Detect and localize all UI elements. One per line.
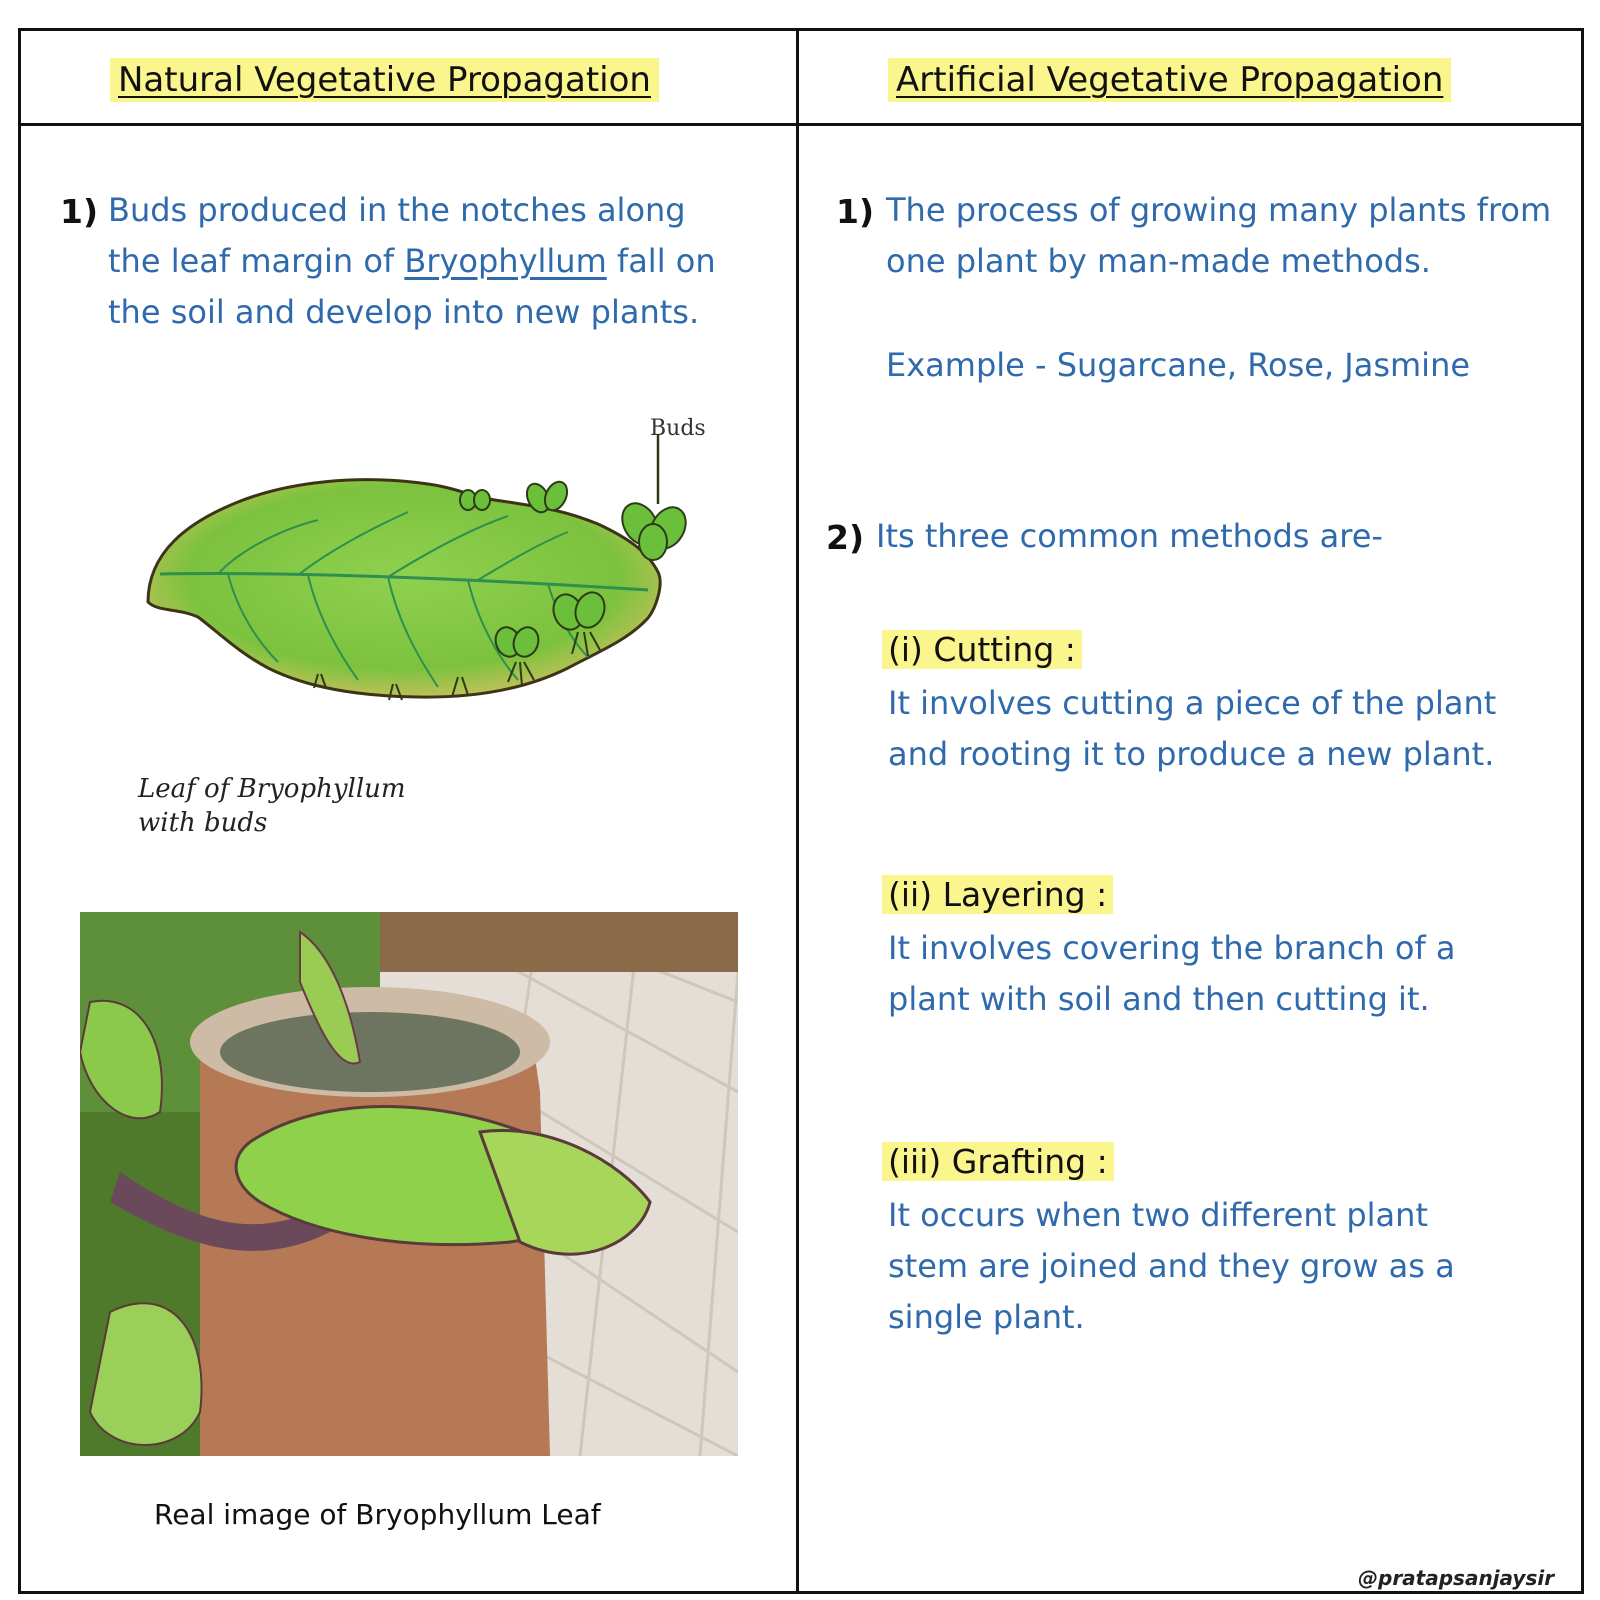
- column-divider: [796, 28, 799, 1594]
- buds-label: Buds: [650, 416, 706, 441]
- left-point-1-text-start: Buds produced in the notches along the leaf margin of: [108, 191, 686, 280]
- photo-leaf-bottom: [90, 1303, 202, 1445]
- left-point-1-text: [108, 185, 748, 338]
- bryophyllum-photo: [80, 912, 738, 1456]
- left-point-1-text-end: fall on the soil and develop into new plants.: [108, 242, 716, 331]
- bryophyllum-term: Bryophyllum: [404, 242, 607, 280]
- right-point-2-number: 2): [826, 518, 865, 557]
- right-column-heading: Artificial Vegetative Propagation: [888, 58, 1451, 102]
- diagram-caption-line-2: with buds: [138, 808, 268, 838]
- leaf-blade: [148, 480, 660, 697]
- photo-caption: Real image of Bryophyllum Leaf: [154, 1498, 601, 1531]
- header-divider: [18, 123, 1584, 126]
- bryophyllum-leaf-diagram: [128, 412, 728, 732]
- right-point-1-example: Example - Sugarcane, Rose, Jasmine: [886, 346, 1471, 384]
- author-watermark: @pratapsanjaysir: [1358, 1566, 1555, 1590]
- right-point-1-text: The process of growing many plants from one plant by man-made methods.: [886, 191, 1552, 280]
- right-point-1-number: 1): [836, 192, 875, 231]
- left-column-heading: Natural Vegetative Propagation: [110, 58, 659, 102]
- method-layering-label: (ii) Layering :: [882, 875, 1113, 914]
- diagram-caption-line-1: Leaf of Bryophyllum: [138, 774, 406, 804]
- method-cutting-text: It involves cutting a piece of the plant and rooting it to produce a new plant.: [888, 684, 1497, 773]
- left-point-1-number: 1): [60, 192, 99, 231]
- method-grafting-label: (iii) Grafting :: [882, 1142, 1114, 1181]
- method-layering-text: It involves covering the branch of a plant with soil and then cutting it.: [888, 929, 1456, 1018]
- right-point-2-text: Its three common methods are-: [876, 517, 1383, 555]
- method-grafting-text: It occurs when two different plant stem are joined and they grow as a single plant.: [888, 1196, 1455, 1336]
- diagram-caption: [138, 772, 406, 840]
- method-cutting-label: (i) Cutting :: [882, 630, 1082, 669]
